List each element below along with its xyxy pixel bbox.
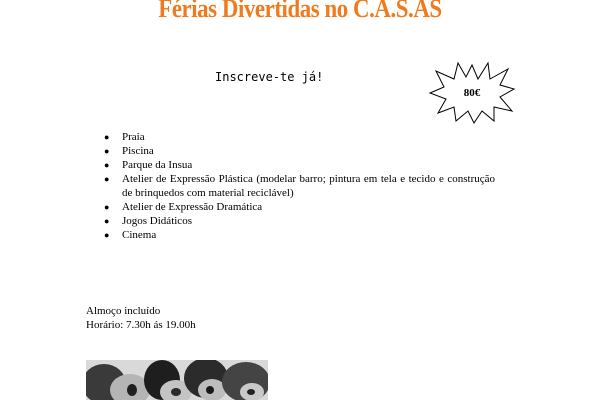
- list-item: [100, 228, 495, 242]
- lunch-info: Almoço incluído: [86, 305, 161, 317]
- bullet-icon: ●: [104, 202, 110, 212]
- list-item: [100, 200, 495, 214]
- list-item: [100, 130, 495, 144]
- activity-label: Cinema: [122, 229, 157, 241]
- activity-label: Atelier de Expressão Plástica (modelar barro; pintura em tela e tecido e construção de brinquedos com material reciclável): [122, 173, 495, 199]
- activity-label: Jogos Didáticos: [122, 215, 192, 227]
- price-burst-badge: [428, 59, 516, 125]
- practical-info: [86, 304, 196, 332]
- signup-call: Inscreve-te já!: [215, 70, 324, 84]
- list-item: [100, 214, 495, 228]
- page-title: Férias Divertidas no C.A.S.AS: [158, 0, 442, 23]
- list-item: [100, 158, 495, 172]
- bullet-icon: ●: [104, 230, 110, 240]
- bullet-icon: ●: [104, 216, 110, 226]
- list-item: [100, 172, 495, 200]
- activity-label: Praia: [122, 131, 145, 143]
- schedule-info: Horário: 7.30h ás 19.00h: [86, 319, 196, 331]
- list-item: [100, 144, 495, 158]
- bullet-icon: ●: [104, 174, 110, 184]
- activity-label: Piscina: [122, 145, 154, 157]
- bullet-icon: ●: [104, 146, 110, 156]
- price-label: 80€: [463, 87, 481, 99]
- activity-label: Atelier de Expressão Dramática: [122, 201, 263, 213]
- bullet-icon: ●: [104, 160, 110, 170]
- activity-label: Parque da Insua: [122, 159, 193, 171]
- bullet-icon: ●: [104, 132, 110, 142]
- activities-list: [100, 130, 495, 242]
- children-photo: [86, 360, 268, 400]
